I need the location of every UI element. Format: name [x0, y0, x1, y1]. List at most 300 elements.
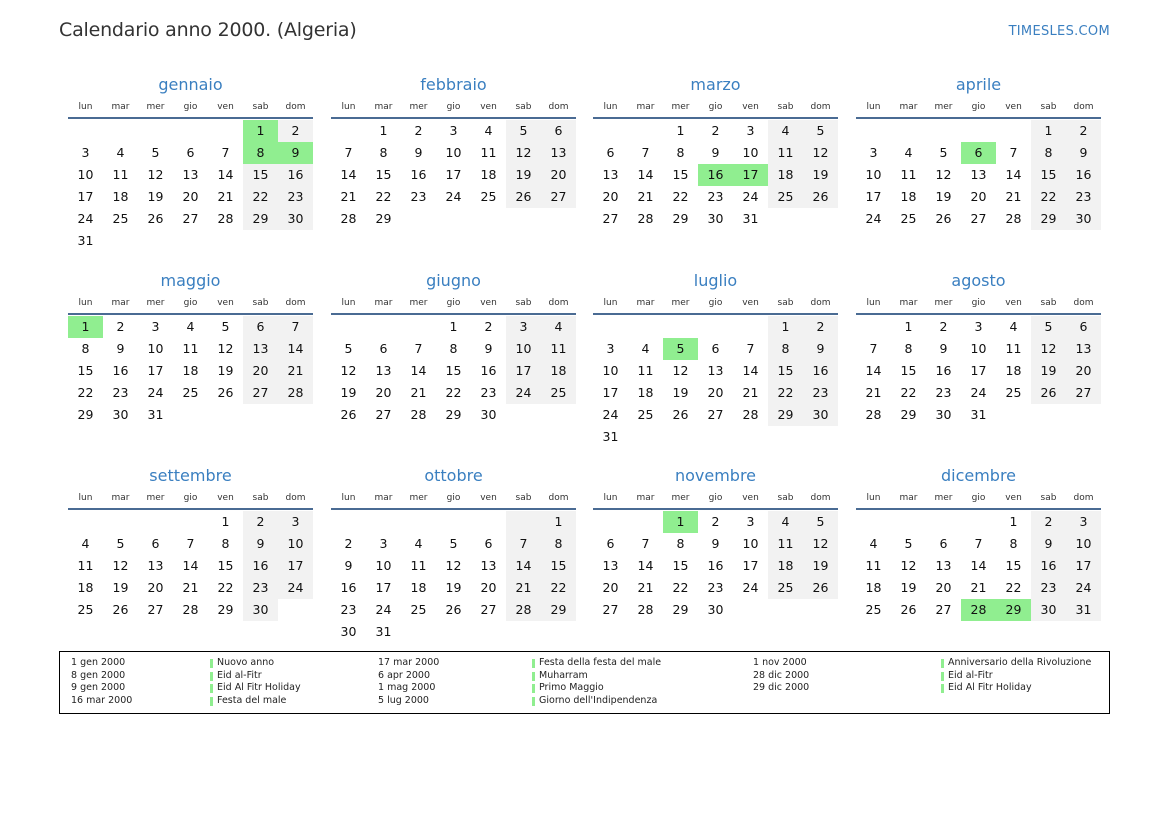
- day-cell: 4: [414, 536, 423, 551]
- legend-column: [753, 657, 1103, 695]
- weekday-header: [331, 100, 576, 119]
- empty-cell: [541, 208, 576, 230]
- day-cell: 12: [803, 142, 838, 164]
- day-cell: 14: [506, 555, 541, 577]
- day-cell: 19: [1031, 360, 1066, 382]
- legend-date: 6 apr 2000: [378, 669, 431, 681]
- legend-holiday-name: Primo Maggio: [539, 682, 604, 694]
- legend-entry: [378, 657, 748, 670]
- day-cell: 11: [182, 341, 199, 356]
- day-cell: 15: [217, 558, 234, 573]
- holiday-marker: [532, 697, 535, 706]
- day-cell: 21: [506, 577, 541, 599]
- day-cell: 21: [637, 189, 654, 204]
- day-cell: 21: [410, 385, 427, 400]
- weekday-label: gio: [971, 493, 986, 503]
- weekday-label: sab: [1040, 298, 1057, 308]
- day-cell: 2: [1066, 120, 1101, 142]
- empty-cell: [436, 208, 471, 230]
- month-gennaio: [68, 74, 313, 252]
- weekday-label: dom: [810, 102, 831, 112]
- day-cell: 9: [939, 341, 948, 356]
- empty-cell: [768, 426, 803, 448]
- weekday-label: gio: [183, 493, 198, 503]
- day-grid: [331, 511, 576, 643]
- day-cell: 26: [445, 602, 462, 617]
- day-cell: 8: [676, 536, 685, 551]
- day-cell: 22: [375, 189, 392, 204]
- day-cell: 31: [742, 211, 759, 226]
- weekday-label: lun: [341, 102, 356, 112]
- legend-column: [71, 657, 381, 707]
- brand-link[interactable]: TIMESLES.COM: [1008, 24, 1110, 39]
- day-cell: 3: [974, 319, 983, 334]
- day-cell: 13: [707, 363, 724, 378]
- month-name: marzo: [690, 75, 741, 94]
- day-cell: 6: [484, 536, 493, 551]
- day-cell: 7: [344, 145, 353, 160]
- day-cell: 11: [900, 167, 917, 182]
- day-cell: 9: [278, 142, 313, 164]
- day-cell: 24: [865, 211, 882, 226]
- day-cell: 28: [340, 211, 357, 226]
- empty-cell: [401, 621, 436, 643]
- day-cell: 29: [672, 602, 689, 617]
- legend-holiday-name: Festa del male: [217, 694, 287, 706]
- empty-cell: [856, 120, 891, 142]
- day-cell: 15: [243, 164, 278, 186]
- weekday-label: gio: [446, 102, 461, 112]
- day-cell: 6: [186, 145, 195, 160]
- day-cell: 24: [375, 602, 392, 617]
- day-cell: 10: [865, 167, 882, 182]
- empty-cell: [891, 120, 926, 142]
- day-cell: 26: [803, 577, 838, 599]
- holiday-marker: [532, 672, 535, 681]
- day-cell: 25: [77, 602, 94, 617]
- day-cell: 26: [147, 211, 164, 226]
- day-cell: 13: [602, 167, 619, 182]
- weekday-label: mer: [146, 493, 165, 503]
- month-name: giugno: [426, 271, 481, 290]
- day-cell: 27: [243, 382, 278, 404]
- day-cell: 2: [116, 319, 125, 334]
- day-cell: 13: [602, 558, 619, 573]
- legend-entry: [753, 657, 1103, 670]
- day-cell: 17: [147, 363, 164, 378]
- day-cell: 24: [77, 211, 94, 226]
- month-name: maggio: [160, 271, 221, 290]
- empty-cell: [68, 120, 103, 142]
- empty-cell: [208, 120, 243, 142]
- day-cell: 13: [182, 167, 199, 182]
- day-cell: 29: [900, 407, 917, 422]
- day-cell: 28: [961, 599, 996, 621]
- day-cell: 1: [1031, 120, 1066, 142]
- day-cell: 21: [1005, 189, 1022, 204]
- day-cell: 6: [961, 142, 996, 164]
- day-cell: 19: [803, 555, 838, 577]
- day-cell: 28: [637, 211, 654, 226]
- weekday-label: mer: [934, 493, 953, 503]
- day-cell: 15: [445, 363, 462, 378]
- empty-cell: [996, 404, 1031, 426]
- day-cell: 13: [375, 363, 392, 378]
- empty-cell: [278, 230, 313, 252]
- weekday-label: mar: [899, 493, 918, 503]
- weekday-label: gio: [708, 493, 723, 503]
- day-cell: 30: [1031, 599, 1066, 621]
- weekday-label: mar: [111, 102, 130, 112]
- day-cell: 18: [480, 167, 497, 182]
- day-grid: [331, 120, 576, 230]
- day-cell: 8: [1009, 536, 1018, 551]
- day-cell: 7: [746, 341, 755, 356]
- month-name: luglio: [693, 271, 738, 290]
- weekday-label: lun: [603, 102, 618, 112]
- day-cell: 1: [379, 123, 388, 138]
- day-cell: 27: [541, 186, 576, 208]
- empty-cell: [506, 621, 541, 643]
- empty-cell: [663, 426, 698, 448]
- day-cell: 30: [803, 404, 838, 426]
- day-cell: 30: [1066, 208, 1101, 230]
- month-ottobre: [331, 465, 576, 643]
- day-cell: 11: [410, 558, 427, 573]
- weekday-label: mer: [146, 298, 165, 308]
- day-cell: 14: [637, 558, 654, 573]
- empty-cell: [173, 120, 208, 142]
- weekday-label: mer: [934, 298, 953, 308]
- day-cell: 8: [379, 145, 388, 160]
- day-cell: 8: [904, 341, 913, 356]
- day-cell: 19: [506, 164, 541, 186]
- empty-cell: [628, 511, 663, 533]
- day-cell: 31: [1066, 599, 1101, 621]
- day-cell: 3: [746, 123, 755, 138]
- day-cell: 5: [116, 536, 125, 551]
- page-title: Calendario anno 2000. (Algeria): [59, 19, 357, 41]
- legend-holiday-name: Giorno dell'Indipendenza: [539, 694, 658, 706]
- day-cell: 5: [221, 319, 230, 334]
- day-cell: 18: [768, 164, 803, 186]
- weekday-label: gio: [446, 493, 461, 503]
- legend-date: 5 lug 2000: [378, 694, 429, 706]
- day-cell: 22: [1031, 186, 1066, 208]
- empty-cell: [103, 230, 138, 252]
- legend-entry: [753, 670, 1103, 683]
- day-cell: 2: [711, 514, 720, 529]
- weekday-label: ven: [480, 493, 497, 503]
- empty-cell: [628, 316, 663, 338]
- day-cell: 20: [480, 580, 497, 595]
- day-cell: 22: [217, 580, 234, 595]
- day-cell: 4: [186, 319, 195, 334]
- weekday-label: gio: [708, 298, 723, 308]
- day-cell: 25: [480, 189, 497, 204]
- day-cell: 10: [375, 558, 392, 573]
- day-cell: 15: [1031, 164, 1066, 186]
- empty-cell: [1066, 404, 1101, 426]
- day-cell: 11: [112, 167, 129, 182]
- day-cell: 11: [865, 558, 882, 573]
- day-cell: 21: [742, 385, 759, 400]
- day-cell: 2: [278, 120, 313, 142]
- day-cell: 11: [480, 145, 497, 160]
- day-cell: 5: [803, 120, 838, 142]
- weekday-label: mer: [671, 102, 690, 112]
- day-cell: 25: [112, 211, 129, 226]
- weekday-label: mer: [934, 102, 953, 112]
- day-cell: 10: [602, 363, 619, 378]
- weekday-label: dom: [810, 298, 831, 308]
- day-cell: 27: [707, 407, 724, 422]
- day-cell: 17: [733, 164, 768, 186]
- day-cell: 12: [803, 533, 838, 555]
- day-cell: 12: [112, 558, 129, 573]
- weekday-label: dom: [1073, 298, 1094, 308]
- day-cell: 19: [900, 580, 917, 595]
- day-cell: 23: [278, 186, 313, 208]
- day-cell: 7: [278, 316, 313, 338]
- day-cell: 16: [803, 360, 838, 382]
- legend-date: 16 mar 2000: [71, 694, 133, 706]
- empty-cell: [593, 120, 628, 142]
- day-cell: 27: [602, 211, 619, 226]
- weekday-header: [331, 296, 576, 315]
- day-cell: 10: [278, 533, 313, 555]
- day-cell: 4: [641, 341, 650, 356]
- empty-cell: [891, 511, 926, 533]
- holiday-marker: [532, 684, 535, 693]
- day-cell: 20: [541, 164, 576, 186]
- day-cell: 31: [375, 624, 392, 639]
- day-grid: [331, 316, 576, 426]
- day-cell: 30: [278, 208, 313, 230]
- empty-cell: [733, 599, 768, 621]
- day-cell: 28: [182, 602, 199, 617]
- day-cell: 28: [506, 599, 541, 621]
- day-cell: 16: [278, 164, 313, 186]
- day-cell: 17: [445, 167, 462, 182]
- legend-holiday-name: Festa della festa del male: [539, 657, 662, 668]
- empty-cell: [628, 120, 663, 142]
- day-grid: [856, 511, 1101, 621]
- day-cell: 25: [637, 407, 654, 422]
- day-cell: 22: [672, 189, 689, 204]
- day-cell: 8: [676, 145, 685, 160]
- weekday-header: [593, 491, 838, 510]
- day-cell: 1: [1009, 514, 1018, 529]
- empty-cell: [471, 208, 506, 230]
- day-cell: 15: [672, 558, 689, 573]
- day-grid: [856, 316, 1101, 426]
- day-cell: 20: [970, 189, 987, 204]
- day-cell: 7: [974, 536, 983, 551]
- day-cell: 25: [182, 385, 199, 400]
- legend-entry: [71, 657, 381, 670]
- empty-cell: [471, 511, 506, 533]
- weekday-label: dom: [285, 102, 306, 112]
- empty-cell: [856, 316, 891, 338]
- day-cell: 24: [278, 577, 313, 599]
- day-cell: 12: [506, 142, 541, 164]
- weekday-label: ven: [1005, 493, 1022, 503]
- day-cell: 9: [116, 341, 125, 356]
- weekday-label: sab: [515, 298, 532, 308]
- legend-holiday-name: Anniversario della Rivoluzione: [948, 657, 1092, 668]
- day-cell: 4: [904, 145, 913, 160]
- day-cell: 20: [707, 385, 724, 400]
- day-cell: 27: [1066, 382, 1101, 404]
- day-cell: 14: [970, 558, 987, 573]
- empty-cell: [366, 511, 401, 533]
- day-grid: [68, 120, 313, 252]
- day-cell: 21: [278, 360, 313, 382]
- day-cell: 25: [541, 382, 576, 404]
- empty-cell: [541, 621, 576, 643]
- holiday-marker: [210, 697, 213, 706]
- day-cell: 9: [1031, 533, 1066, 555]
- legend-holiday-name: Eid al-Fitr: [217, 669, 262, 681]
- day-cell: 20: [375, 385, 392, 400]
- day-cell: 13: [541, 142, 576, 164]
- day-cell: 10: [147, 341, 164, 356]
- empty-cell: [173, 404, 208, 426]
- weekday-label: sab: [777, 493, 794, 503]
- day-cell: 12: [935, 167, 952, 182]
- weekday-label: mar: [374, 298, 393, 308]
- day-cell: 14: [410, 363, 427, 378]
- weekday-label: sab: [252, 102, 269, 112]
- weekday-label: lun: [866, 102, 881, 112]
- day-cell: 30: [707, 211, 724, 226]
- day-cell: 4: [1009, 319, 1018, 334]
- legend-holiday-name: Eid al-Fitr: [948, 669, 993, 681]
- day-cell: 14: [865, 363, 882, 378]
- empty-cell: [803, 426, 838, 448]
- holiday-marker: [941, 684, 944, 693]
- day-cell: 6: [379, 341, 388, 356]
- day-grid: [593, 511, 838, 621]
- weekday-label: ven: [1005, 102, 1022, 112]
- day-cell: 23: [340, 602, 357, 617]
- day-cell: 23: [707, 580, 724, 595]
- legend-entry: [378, 695, 748, 708]
- day-cell: 4: [541, 316, 576, 338]
- weekday-label: gio: [971, 102, 986, 112]
- day-cell: 29: [77, 407, 94, 422]
- month-aprile: [856, 74, 1101, 230]
- weekday-label: lun: [78, 493, 93, 503]
- day-cell: 27: [147, 602, 164, 617]
- day-cell: 3: [81, 145, 90, 160]
- day-cell: 15: [672, 167, 689, 182]
- day-cell: 26: [900, 602, 917, 617]
- day-cell: 12: [217, 341, 234, 356]
- day-cell: 28: [1005, 211, 1022, 226]
- weekday-label: ven: [480, 298, 497, 308]
- empty-cell: [506, 511, 541, 533]
- day-cell: 17: [77, 189, 94, 204]
- day-cell: 1: [676, 123, 685, 138]
- empty-cell: [208, 230, 243, 252]
- day-cell: 4: [116, 145, 125, 160]
- empty-cell: [331, 120, 366, 142]
- day-cell: 2: [344, 536, 353, 551]
- weekday-label: lun: [603, 298, 618, 308]
- day-cell: 9: [484, 341, 493, 356]
- day-cell: 16: [243, 555, 278, 577]
- empty-cell: [103, 511, 138, 533]
- empty-cell: [1031, 404, 1066, 426]
- weekday-label: dom: [1073, 493, 1094, 503]
- day-cell: 8: [243, 142, 278, 164]
- weekday-label: mar: [636, 102, 655, 112]
- day-cell: 12: [147, 167, 164, 182]
- day-cell: 9: [414, 145, 423, 160]
- day-cell: 21: [217, 189, 234, 204]
- weekday-label: mar: [899, 102, 918, 112]
- day-cell: 13: [243, 338, 278, 360]
- day-cell: 5: [803, 511, 838, 533]
- day-cell: 29: [541, 599, 576, 621]
- day-cell: 18: [541, 360, 576, 382]
- day-cell: 28: [742, 407, 759, 422]
- day-cell: 13: [935, 558, 952, 573]
- weekday-label: dom: [285, 298, 306, 308]
- legend-entry: [753, 682, 1103, 695]
- day-cell: 22: [672, 580, 689, 595]
- empty-cell: [401, 511, 436, 533]
- day-cell: 22: [243, 186, 278, 208]
- day-cell: 1: [221, 514, 230, 529]
- weekday-label: lun: [866, 298, 881, 308]
- empty-cell: [436, 511, 471, 533]
- empty-cell: [401, 316, 436, 338]
- day-cell: 23: [1031, 577, 1066, 599]
- month-maggio: [68, 270, 313, 426]
- legend-date: 1 mag 2000: [378, 682, 436, 694]
- day-cell: 29: [1031, 208, 1066, 230]
- day-cell: 6: [939, 536, 948, 551]
- legend-holiday-name: Nuovo anno: [217, 657, 275, 668]
- day-cell: 11: [77, 558, 94, 573]
- day-cell: 12: [900, 558, 917, 573]
- day-cell: 30: [707, 602, 724, 617]
- weekday-label: sab: [515, 493, 532, 503]
- day-cell: 1: [768, 316, 803, 338]
- month-name: gennaio: [158, 75, 223, 94]
- empty-cell: [366, 316, 401, 338]
- weekday-label: mar: [374, 102, 393, 112]
- day-cell: 23: [243, 577, 278, 599]
- empty-cell: [401, 208, 436, 230]
- day-cell: 6: [606, 145, 615, 160]
- month-name: febbraio: [420, 75, 487, 94]
- empty-cell: [961, 120, 996, 142]
- month-name: agosto: [951, 271, 1006, 290]
- day-cell: 3: [606, 341, 615, 356]
- day-cell: 14: [182, 558, 199, 573]
- day-cell: 24: [1066, 577, 1101, 599]
- day-cell: 18: [182, 363, 199, 378]
- empty-cell: [506, 208, 541, 230]
- day-cell: 17: [970, 363, 987, 378]
- day-cell: 28: [637, 602, 654, 617]
- legend-date: 1 gen 2000: [71, 657, 126, 668]
- day-cell: 5: [449, 536, 458, 551]
